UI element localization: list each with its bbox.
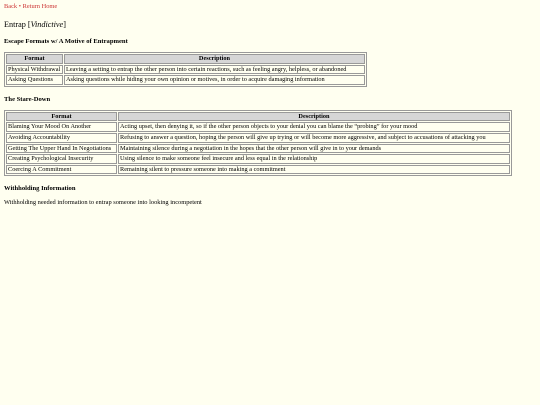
format-cell: Coercing A Commitment <box>6 165 117 175</box>
table-row <box>6 165 510 175</box>
title-suffix: ] <box>63 20 66 29</box>
format-cell: Creating Psychological Insecurity <box>6 154 117 164</box>
table-row <box>6 75 365 85</box>
top-nav <box>4 3 536 11</box>
return-home-link[interactable]: Return Home <box>22 3 58 10</box>
title-prefix: Entrap [ <box>4 20 31 29</box>
column-header-format: Format <box>6 112 117 122</box>
format-cell: Getting The Upper Hand In Negotiations <box>6 144 117 154</box>
section-heading-escape-formats: Escape Formats w/ A Motive of Entrapment <box>4 38 128 45</box>
table-row <box>6 65 365 75</box>
format-cell: Physical Withdrawal <box>6 65 63 75</box>
format-cell: Avoiding Accountability <box>6 133 117 143</box>
table-row <box>6 154 510 164</box>
description-cell: Acting upset, then denying it, so if the other person objects to your denial you can blame the “probing” for your mood <box>118 122 510 132</box>
description-cell: Leaving a setting to entrap the other person into certain reactions, such as feeling angry, helpless, or abandoned <box>64 65 365 75</box>
column-header-description: Description <box>64 54 365 64</box>
format-cell: Asking Questions <box>6 75 63 85</box>
table-header-row <box>6 112 510 122</box>
description-cell: Refusing to answer a question, hoping the person will give up trying or will become more aggressive, and subject to accusations of attacking you <box>118 133 510 143</box>
table-row <box>6 122 510 132</box>
table-header-row <box>6 54 365 64</box>
nav-separator: • <box>18 3 21 10</box>
title-italic: Vindictive <box>30 20 64 29</box>
section-heading-withholding-information: Withholding Information <box>4 185 76 193</box>
page-title <box>4 20 536 30</box>
description-cell: Asking questions while hiding your own opinion or motives, in order to acquire damaging information <box>64 75 365 85</box>
withholding-information-text: Withholding needed information to entrap someone into looking incompetent <box>4 199 202 207</box>
column-header-format: Format <box>6 54 63 64</box>
description-cell: Maintaining silence during a negotiation in the hopes that the other person will give in to your demands <box>118 144 510 154</box>
table-row <box>6 133 510 143</box>
column-header-description: Description <box>118 112 510 122</box>
escape-formats-table <box>4 52 367 87</box>
back-link[interactable]: Back <box>4 3 18 10</box>
stare-down-table <box>4 110 512 177</box>
section-heading-stare-down: The Stare-Down <box>4 95 51 103</box>
format-cell: Blaming Your Mood On Another <box>6 122 117 132</box>
description-cell: Using silence to make someone feel insecure and less equal in the relationship <box>118 154 510 164</box>
description-cell: Remaining silent to pressure someone into making a commitment <box>118 165 510 175</box>
table-row <box>6 144 510 154</box>
